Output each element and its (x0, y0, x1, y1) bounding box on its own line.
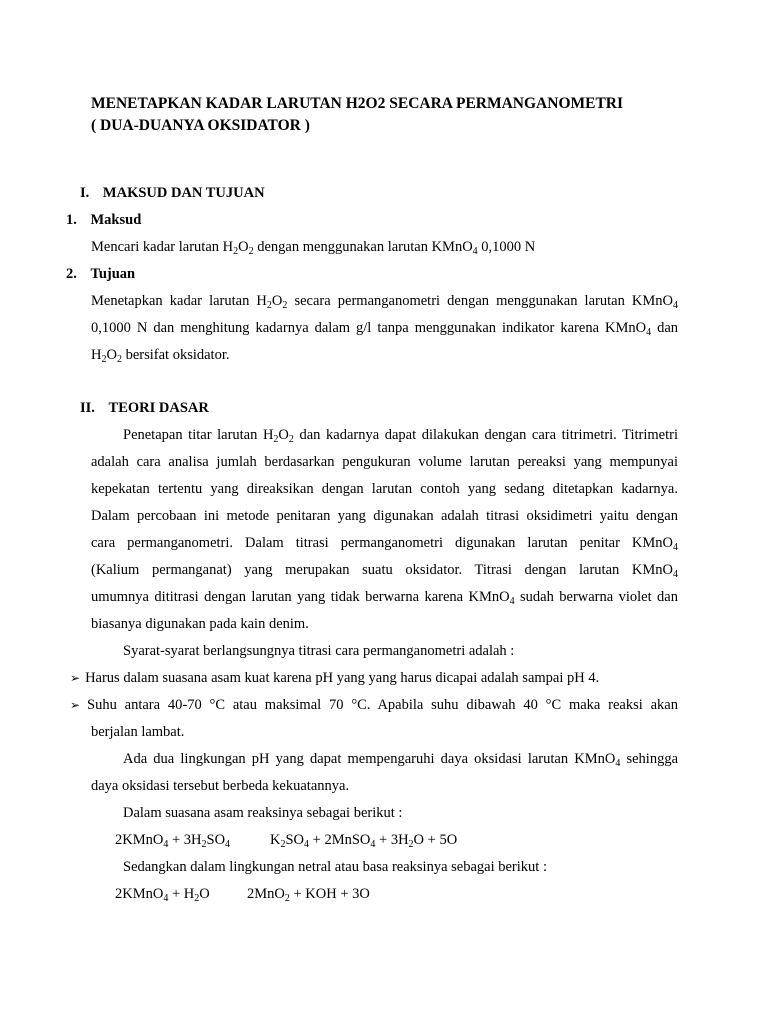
teori-paragraph-line (91, 533, 678, 553)
tujuan-text-segment: O (106, 347, 117, 363)
teori-paragraph-line: Dalam percobaan ini metode penitaran yang digunakan adalah titrasi oksidimetri yaitu dengan (91, 508, 678, 524)
tujuan-text-segment: secara permanganometri dengan menggunakan larutan KMnO (287, 293, 673, 309)
reaction-segment: 4 (304, 839, 310, 850)
syarat-bullet-2-line1 (70, 695, 85, 715)
lingkungan-paragraph-line: daya oksidasi tersebut berbeda kekuatannya. (91, 778, 350, 794)
maksud-text-segment: 0,1000 N (477, 239, 536, 255)
syarat-bullet-2-line2: berjalan lambat. (91, 724, 185, 740)
maksud-heading (66, 210, 141, 230)
lingkungan-text-segment: Ada dua lingkungan pH yang dapat mempengaruhi daya oksidasi larutan KMnO (123, 751, 616, 767)
teori-text-segment: O (278, 427, 289, 443)
reaction-segment: 4 (370, 839, 376, 850)
teori-text-segment: 4 (673, 542, 678, 553)
tujuan-text-segment: 2 (266, 300, 272, 311)
tujuan-text-segment: 2 (116, 354, 122, 365)
document-title-line1: MENETAPKAN KADAR LARUTAN H2O2 SECARA PERMANGANOMETRI (91, 95, 624, 112)
maksud-text-segment: 2 (248, 246, 254, 257)
reaction-segment: 2MnO (247, 886, 285, 902)
asam-intro: Dalam suasana asam reaksinya sebagai berikut : (123, 805, 403, 821)
reaction-segment: + 3H (168, 832, 202, 848)
asam-reaction-left (115, 830, 230, 850)
reaction-segment: 2KMnO (115, 886, 164, 902)
maksud-text-segment: Mencari kadar larutan H (91, 239, 234, 255)
section-1-title: MAKSUD DAN TUJUAN (102, 185, 265, 201)
reaction-segment: 4 (163, 839, 169, 850)
section-2-heading (80, 398, 209, 418)
syarat-bullet-2-text: Suhu antara 40-70 °C atau maksimal 70 °C. Apabila suhu dibawah 40 °C maka reaksi akan (87, 697, 678, 713)
netral-reaction-left (115, 884, 210, 904)
reaction-segment: SO (285, 832, 305, 848)
reaction-segment: 2KMnO (115, 832, 164, 848)
tujuan-text-line (91, 318, 678, 338)
teori-text-segment: dan kadarnya dapat dilakukan dengan cara titrimetri. Titrimetri (293, 427, 678, 443)
reaction-segment: + H (168, 886, 195, 902)
tujuan-text-segment: bersifat oksidator. (121, 347, 230, 363)
maksud-text (91, 237, 535, 257)
reaction-segment: 4 (163, 893, 169, 904)
syarat-bullet-1-text: Harus dalam suasana asam kuat karena pH yang yang harus dicapai adalah sampai pH 4. (85, 670, 600, 686)
netral-reaction-right (247, 884, 370, 904)
teori-text-segment: 2 (273, 434, 279, 445)
document-title-line2: ( DUA-DUANYA OKSIDATOR ) (91, 117, 310, 134)
lingkungan-text-segment: sehingga (620, 751, 679, 767)
tujuan-text-line (91, 291, 678, 311)
teori-text-segment: Penetapan titar larutan H (123, 427, 274, 443)
reaction-segment: 2 (194, 893, 200, 904)
tujuan-text-segment: H (91, 347, 102, 363)
asam-reaction-right (270, 830, 457, 850)
reaction-segment: 4 (225, 839, 231, 850)
tujuan-text-segment: 2 (101, 354, 107, 365)
tujuan-text-segment: 2 (282, 300, 288, 311)
maksud-label: Maksud (90, 212, 142, 228)
syarat-intro: Syarat-syarat berlangsungnya titrasi cara permanganometri adalah : (123, 643, 515, 659)
tujuan-text-segment: 4 (673, 300, 678, 311)
lingkungan-paragraph-line (123, 749, 678, 769)
teori-text-segment: 4 (673, 569, 678, 580)
tujuan-text-segment: dan (651, 320, 678, 336)
section-1-heading (80, 183, 265, 203)
section-1-number: I. (80, 185, 90, 201)
reaction-segment: O + 5O (413, 832, 458, 848)
teori-paragraph-line (123, 425, 678, 445)
reaction-segment: + KOH + 3O (289, 886, 370, 902)
reaction-segment: + 3H (375, 832, 409, 848)
lingkungan-text-segment: 4 (615, 758, 621, 769)
tujuan-label: Tujuan (90, 266, 136, 282)
reaction-segment: SO (206, 832, 226, 848)
maksud-text-segment: 4 (472, 246, 478, 257)
maksud-text-segment: dengan menggunakan larutan KMnO (253, 239, 473, 255)
section-2-number: II. (80, 400, 95, 416)
teori-paragraph-line (91, 560, 678, 580)
arrow-bullet-icon: ➢ (70, 698, 81, 712)
teori-paragraph-line (91, 587, 678, 607)
reaction-segment: 2 (284, 893, 290, 904)
reaction-segment: O (199, 886, 210, 902)
teori-text-segment: cara permanganometri. Dalam titrasi permanganometri digunakan larutan penitar KMnO (91, 535, 673, 551)
teori-text-segment: 4 (509, 596, 515, 607)
teori-text-segment: sudah berwarna violet dan (514, 589, 678, 605)
tujuan-text-segment: Menetapkan kadar larutan H (91, 293, 267, 309)
tujuan-text-segment: 0,1000 N dan menghitung kadarnya dalam g/l tanpa menggunakan indikator karena KMnO (91, 320, 647, 336)
reaction-segment: 2 (408, 839, 414, 850)
netral-intro: Sedangkan dalam lingkungan netral atau basa reaksinya sebagai berikut : (123, 859, 547, 875)
maksud-number: 1. (66, 212, 77, 228)
teori-paragraph-line: adalah cara analisa jumlah berdasarkan pengukuran volume larutan pereaksi yang mempunyai (91, 454, 678, 470)
teori-paragraph-line: kepekatan tertentu yang direaksikan dengan larutan contoh yang sedang ditetapkan kadarnya. (91, 481, 678, 497)
teori-text-segment: (Kalium permanganat) yang merupakan suatu oksidator. Titrasi dengan larutan KMnO (91, 562, 673, 578)
reaction-segment: + 2MnSO (309, 832, 371, 848)
maksud-text-segment: O (238, 239, 249, 255)
tujuan-heading (66, 264, 135, 284)
tujuan-text-line (91, 345, 230, 365)
tujuan-text-segment: 4 (646, 327, 652, 338)
tujuan-number: 2. (66, 266, 77, 282)
teori-text-segment: 2 (288, 434, 294, 445)
reaction-segment: 2 (201, 839, 207, 850)
teori-paragraph-line: biasanya digunakan pada kain denim. (91, 616, 309, 632)
maksud-text-segment: 2 (233, 246, 239, 257)
syarat-bullet-1 (70, 668, 599, 688)
arrow-bullet-icon: ➢ (70, 671, 81, 685)
tujuan-text-segment: O (271, 293, 283, 309)
teori-text-segment: umumnya dititrasi dengan larutan yang tidak berwarna karena KMnO (91, 589, 510, 605)
section-2-title: TEORI DASAR (108, 400, 209, 416)
reaction-segment: K (270, 832, 281, 848)
reaction-segment: 2 (280, 839, 286, 850)
